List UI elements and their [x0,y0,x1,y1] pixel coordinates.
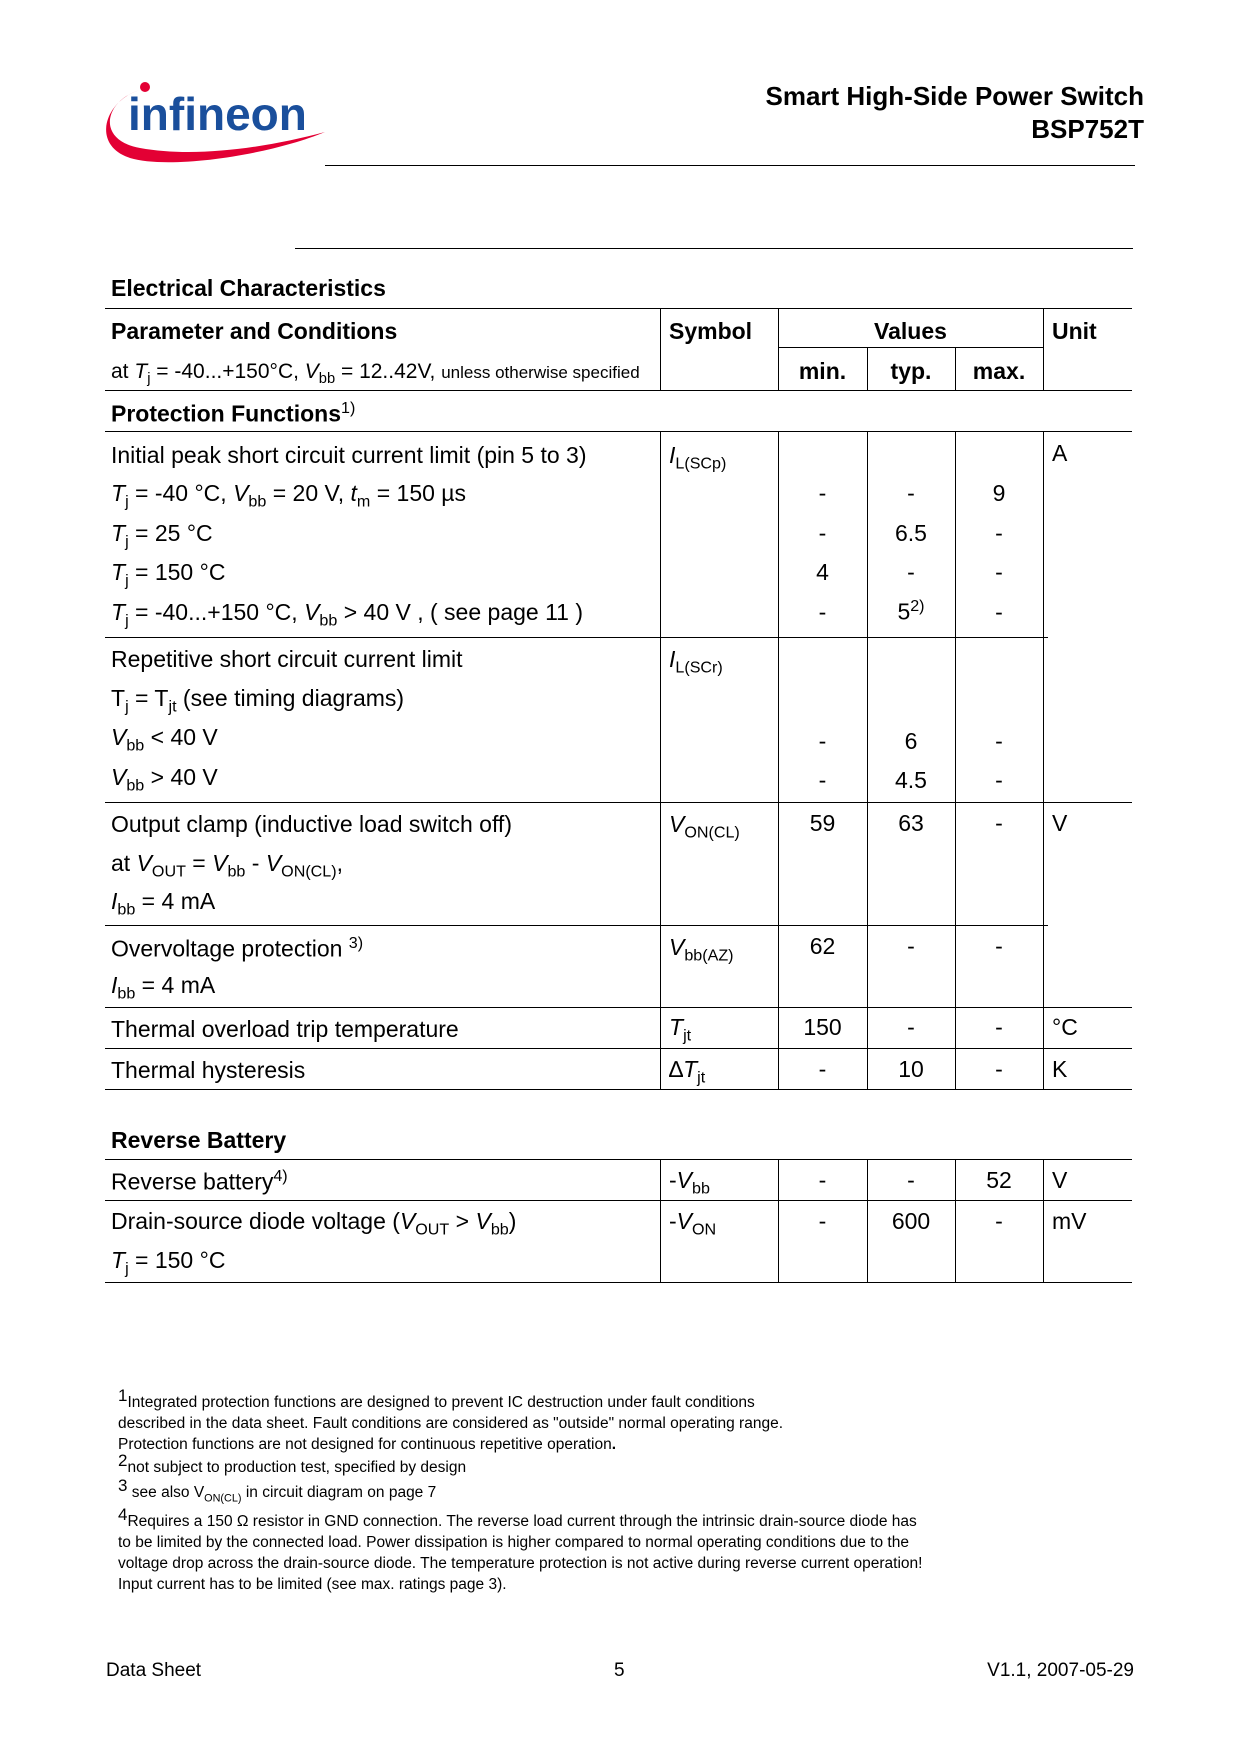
param-diode-voltage: Drain-source diode voltage $(V_{OUT} > V_{bb})$ [111,1208,517,1239]
logo-text: infineon [128,88,307,140]
symbol-thermal: $T_{jt}$ [669,1014,692,1045]
clamp-typ: 63 [898,810,924,836]
header-bottom-rule [105,390,1132,391]
unit-hyst: K [1052,1056,1068,1082]
vline [1043,1159,1044,1282]
unit-peak: A [1052,440,1068,466]
col-header-param: Parameter and Conditions [111,318,398,344]
table-top-rule [105,308,1132,309]
col-header-min: min. [798,358,847,384]
symbol-hyst: $\Delta T_{jt}$ [669,1056,706,1087]
section-title-electrical: Electrical Characteristics [111,275,386,301]
ovp-max: - [995,933,1003,959]
unit-clamp: V [1052,810,1068,836]
footnote-1: $^1$Integrated protection functions are designed to prevent IC destruction under fault conditions described in the data sheet. Fault conditions are considered as "outside" normal operating range. Protection functions are not designed for continuous repetitive operation. [118,1386,783,1454]
cond-rep-3: $V_{bb} > 40$ V [111,764,218,795]
footnote-2: $^2$not subject to production test, specified by design [118,1451,467,1477]
cond-ovp-1: $I_{bb} = 4$ mA [111,972,216,1003]
section-rule [295,248,1133,249]
infineon-swoosh-icon [100,70,330,180]
symbol-rep: $I_{L(SCr)}$ [669,646,723,677]
cond-diode-1: $T_j = 150$ °C [111,1247,226,1278]
peak-1-typ: - [907,480,915,506]
unit-revbat: V [1052,1167,1068,1193]
hyst-typ: 10 [898,1056,924,1082]
row-rule-ovp [105,1007,1132,1008]
param-overvoltage: Overvoltage protection $^{3)}$ [111,934,364,962]
param-reverse-battery: Reverse battery$^{4)}$ [111,1167,288,1195]
hyst-max: - [995,1056,1003,1082]
row-rule-rep [105,802,1132,803]
revbat-max: 52 [986,1167,1012,1193]
table2-bottom-rule [105,1282,1132,1283]
header-rule [325,165,1135,166]
vline [660,1159,661,1282]
cond-peak-4: $T_j = -40...+150$ °C, $V_{bb} > 40$ V , ( see page 11 ) [111,599,584,630]
rep-1-typ: 6 [904,728,918,754]
hyst-min: - [818,1056,827,1082]
param-peak-current: Initial peak short circuit current limit (pin 5 to 3) [111,442,587,468]
symbol-revbat: $-V_{bb}$ [669,1167,710,1198]
thermal-max: - [995,1014,1003,1040]
col-header-max: max. [972,358,1026,384]
rep-2-max: - [995,767,1003,793]
peak-3-min: 4 [816,559,829,585]
section-title-reverse-battery: Reverse Battery [111,1127,287,1153]
cond-rep-1: $T_j = T_{jt}$ (see timing diagrams) [111,685,405,716]
values-sub-rule [778,347,1043,348]
vline [1043,308,1044,390]
table2-top-rule [105,1159,1132,1160]
header-title-block [765,80,1144,146]
symbol-peak: $I_{L(SCp)}$ [669,442,727,473]
cond-clamp-2: $I_{bb} = 4$ mA [111,888,216,919]
row-rule-thermal [105,1048,1132,1049]
footnote-3: $^3$ see also $V_{ON(CL)}$ in circuit diagram on page 7 [118,1476,437,1505]
row-rule-hyst [105,1089,1132,1090]
param-repetitive-current: Repetitive short circuit current limit [111,646,463,672]
col-header-unit: Unit [1052,318,1097,344]
rep-1-max: - [995,728,1003,754]
row-rule-clamp [105,925,1048,926]
rep-2-min: - [818,767,827,793]
thermal-min: 150 [803,1014,842,1040]
param-output-clamp: Output clamp (inductive load switch off) [111,811,512,837]
part-number: BSP752T [1031,114,1144,144]
test-conditions: at $T_j = -40...+150^\circ C$, $V_{bb} = 12..42V$, unless otherwise specified [111,360,640,388]
footer-page-number: 5 [614,1660,625,1681]
cond-rep-2: $V_{bb} < 40$ V [111,724,218,755]
peak-2-typ: 6.5 [895,520,927,546]
col-header-symbol: Symbol [669,318,753,344]
cond-peak-2: $T_j = 25$ °C [111,520,213,551]
thermal-typ: - [907,1014,915,1040]
ovp-min: 62 [809,933,836,959]
symbol-ovp: $V_{bb(AZ)}$ [669,934,734,965]
unit-diode: mV [1052,1208,1087,1234]
peak-1-min: - [818,480,827,506]
param-thermal-trip: Thermal overload trip temperature [111,1016,459,1042]
diode-min: - [818,1208,827,1234]
unit-thermal: °C [1052,1014,1078,1040]
rep-2-typ: 4.5 [895,767,927,793]
footnote-4: $^4$Requires a 150 Ω resistor in GND connection. The reverse load current through the intrinsic drain-source diode has to be limited by the connected load. Power dissipation is higher compared to normal operating conditions due to the voltage drop across the drain-source diode. The temperature protection is not active during reverse current operation! Input current has to be limited (see max. ratings page 3). [118,1505,923,1594]
symbol-clamp: $V_{ON(CL)}$ [669,811,740,842]
revbat-min: - [818,1167,827,1193]
peak-4-max: - [995,599,1003,625]
vline [660,431,661,1089]
rep-1-min: - [818,728,827,754]
vline [660,308,661,390]
peak-3-typ: - [907,559,915,585]
peak-4-min: - [818,599,827,625]
peak-2-max: - [995,520,1003,546]
peak-2-min: - [818,520,827,546]
footer-doc-type: Data Sheet [106,1660,202,1681]
diode-typ: 600 [891,1208,931,1234]
symbol-diode: $-V_{ON}$ [669,1208,717,1239]
clamp-min: 59 [809,810,836,836]
protection-functions-title: Protection Functions$^{1)}$ [111,399,356,427]
row-rule-peak [105,637,1048,638]
col-header-values: Values [874,318,947,344]
peak-4-typ: 5$^{2)}$ [897,597,925,625]
cond-clamp-1: at $V_{OUT} = V_{bb} - V_{ON(CL)}$, [111,850,343,881]
table2-row-rule [105,1200,1132,1201]
cond-peak-3: $T_j = 150$ °C [111,559,226,590]
clamp-max: - [995,810,1003,836]
infineon-logo [100,70,330,180]
revbat-typ: - [907,1167,915,1193]
col-header-typ: typ. [890,358,932,384]
vline [1043,431,1044,1089]
param-thermal-hysteresis: Thermal hysteresis [111,1057,306,1083]
protection-rule [105,431,1132,432]
document-title: Smart High-Side Power Switch [765,81,1144,111]
footer-version: V1.1, 2007-05-29 [987,1660,1134,1681]
cond-peak-1: $T_j = -40$ °C, $V_{bb} = 20$ V, $t_m = 150$ µs [111,480,467,511]
peak-1-max: 9 [992,480,1006,506]
peak-3-max: - [995,559,1003,585]
ovp-typ: - [907,933,915,959]
diode-max: - [995,1208,1003,1234]
